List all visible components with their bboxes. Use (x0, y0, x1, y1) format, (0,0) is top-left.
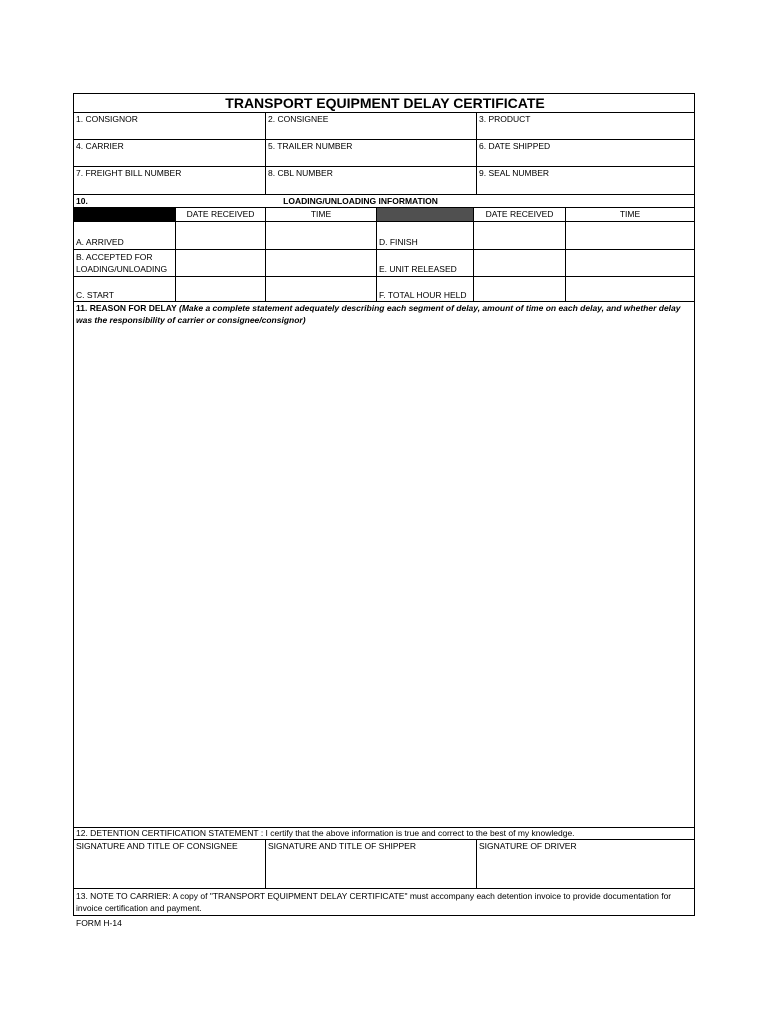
reason-for-delay-instructions: (Make a complete statement adequately describing each segment of delay, amount of time on each delay, and whether delay was the responsibility of carrier or consignee/consignor) (76, 303, 681, 325)
accepted-label-line1: B. ACCEPTED FOR (76, 252, 153, 262)
signature-driver-field[interactable] (479, 854, 691, 886)
consignee-label: 2. CONSIGNEE (268, 114, 329, 124)
form-title: TRANSPORT EQUIPMENT DELAY CERTIFICATE (225, 95, 545, 111)
consignor-field[interactable] (76, 126, 262, 138)
date-shipped-label: 6. DATE SHIPPED (479, 141, 551, 151)
grey-header-cell (377, 208, 473, 221)
section-10-number: 10. (76, 196, 88, 206)
arrived-date-field[interactable] (176, 222, 264, 248)
black-header-cell (74, 208, 175, 221)
arrived-label: A. ARRIVED (76, 237, 124, 247)
carrier-label: 4. CARRIER (76, 141, 124, 151)
trailer-number-label: 5. TRAILER NUMBER (268, 141, 353, 151)
unit-released-time-field[interactable] (566, 250, 693, 275)
cbl-number-label: 8. CBL NUMBER (268, 168, 333, 178)
signature-shipper-field[interactable] (268, 854, 473, 886)
finish-time-field[interactable] (566, 222, 693, 248)
freight-bill-field[interactable] (76, 180, 262, 192)
reason-for-delay-heading (76, 302, 688, 326)
total-hour-held-label: F. TOTAL HOUR HELD (379, 290, 467, 300)
seal-number-label: 9. SEAL NUMBER (479, 168, 550, 178)
signature-driver-label: SIGNATURE OF DRIVER (479, 841, 577, 851)
trailer-number-field[interactable] (268, 153, 473, 165)
reason-for-delay-label: 11. REASON FOR DELAY (76, 303, 177, 313)
section-10-heading: LOADING/UNLOADING INFORMATION (283, 196, 438, 206)
start-label: C. START (76, 290, 114, 300)
carrier-field[interactable] (76, 153, 262, 165)
cbl-number-field[interactable] (268, 180, 473, 192)
accepted-date-field[interactable] (176, 250, 264, 275)
accepted-time-field[interactable] (266, 250, 375, 275)
product-label: 3. PRODUCT (479, 114, 531, 124)
consignee-field[interactable] (268, 126, 473, 138)
unit-released-date-field[interactable] (474, 250, 564, 275)
detention-certification-statement: 12. DETENTION CERTIFICATION STATEMENT : I certify that the above information is true and correct to the best of my knowledge. (76, 828, 575, 838)
start-time-field[interactable] (266, 277, 375, 300)
date-received-header-left: DATE RECEIVED (186, 209, 255, 219)
total-hour-held-time-field[interactable] (566, 277, 693, 300)
note-to-carrier: 13. NOTE TO CARRIER: A copy of "TRANSPORT EQUIPMENT DELAY CERTIFICATE" must accompany each detention invoice to provide documentation for invoice certification and payment. (76, 891, 672, 913)
time-header-left: TIME (310, 209, 332, 219)
accepted-label-line2: LOADING/UNLOADING (76, 264, 168, 274)
product-field[interactable] (479, 126, 691, 138)
signature-consignee-field[interactable] (76, 854, 262, 886)
consignor-label: 1. CONSIGNOR (76, 114, 138, 124)
finish-label: D. FINISH (379, 237, 418, 247)
freight-bill-label: 7. FREIGHT BILL NUMBER (76, 168, 182, 178)
reason-for-delay-field[interactable] (76, 330, 692, 824)
arrived-time-field[interactable] (266, 222, 375, 248)
form-number: FORM H-14 (76, 918, 122, 928)
signature-shipper-label: SIGNATURE AND TITLE OF SHIPPER (268, 841, 416, 851)
start-date-field[interactable] (176, 277, 264, 300)
total-hour-held-date-field[interactable] (474, 277, 564, 300)
time-header-right: TIME (619, 209, 641, 219)
unit-released-label: E. UNIT RELEASED (379, 264, 457, 274)
finish-date-field[interactable] (474, 222, 564, 248)
signature-consignee-label: SIGNATURE AND TITLE OF CONSIGNEE (76, 841, 238, 851)
date-received-header-right: DATE RECEIVED (485, 209, 554, 219)
date-shipped-field[interactable] (479, 153, 691, 165)
seal-number-field[interactable] (479, 180, 691, 192)
delay-certificate-form (73, 93, 695, 916)
